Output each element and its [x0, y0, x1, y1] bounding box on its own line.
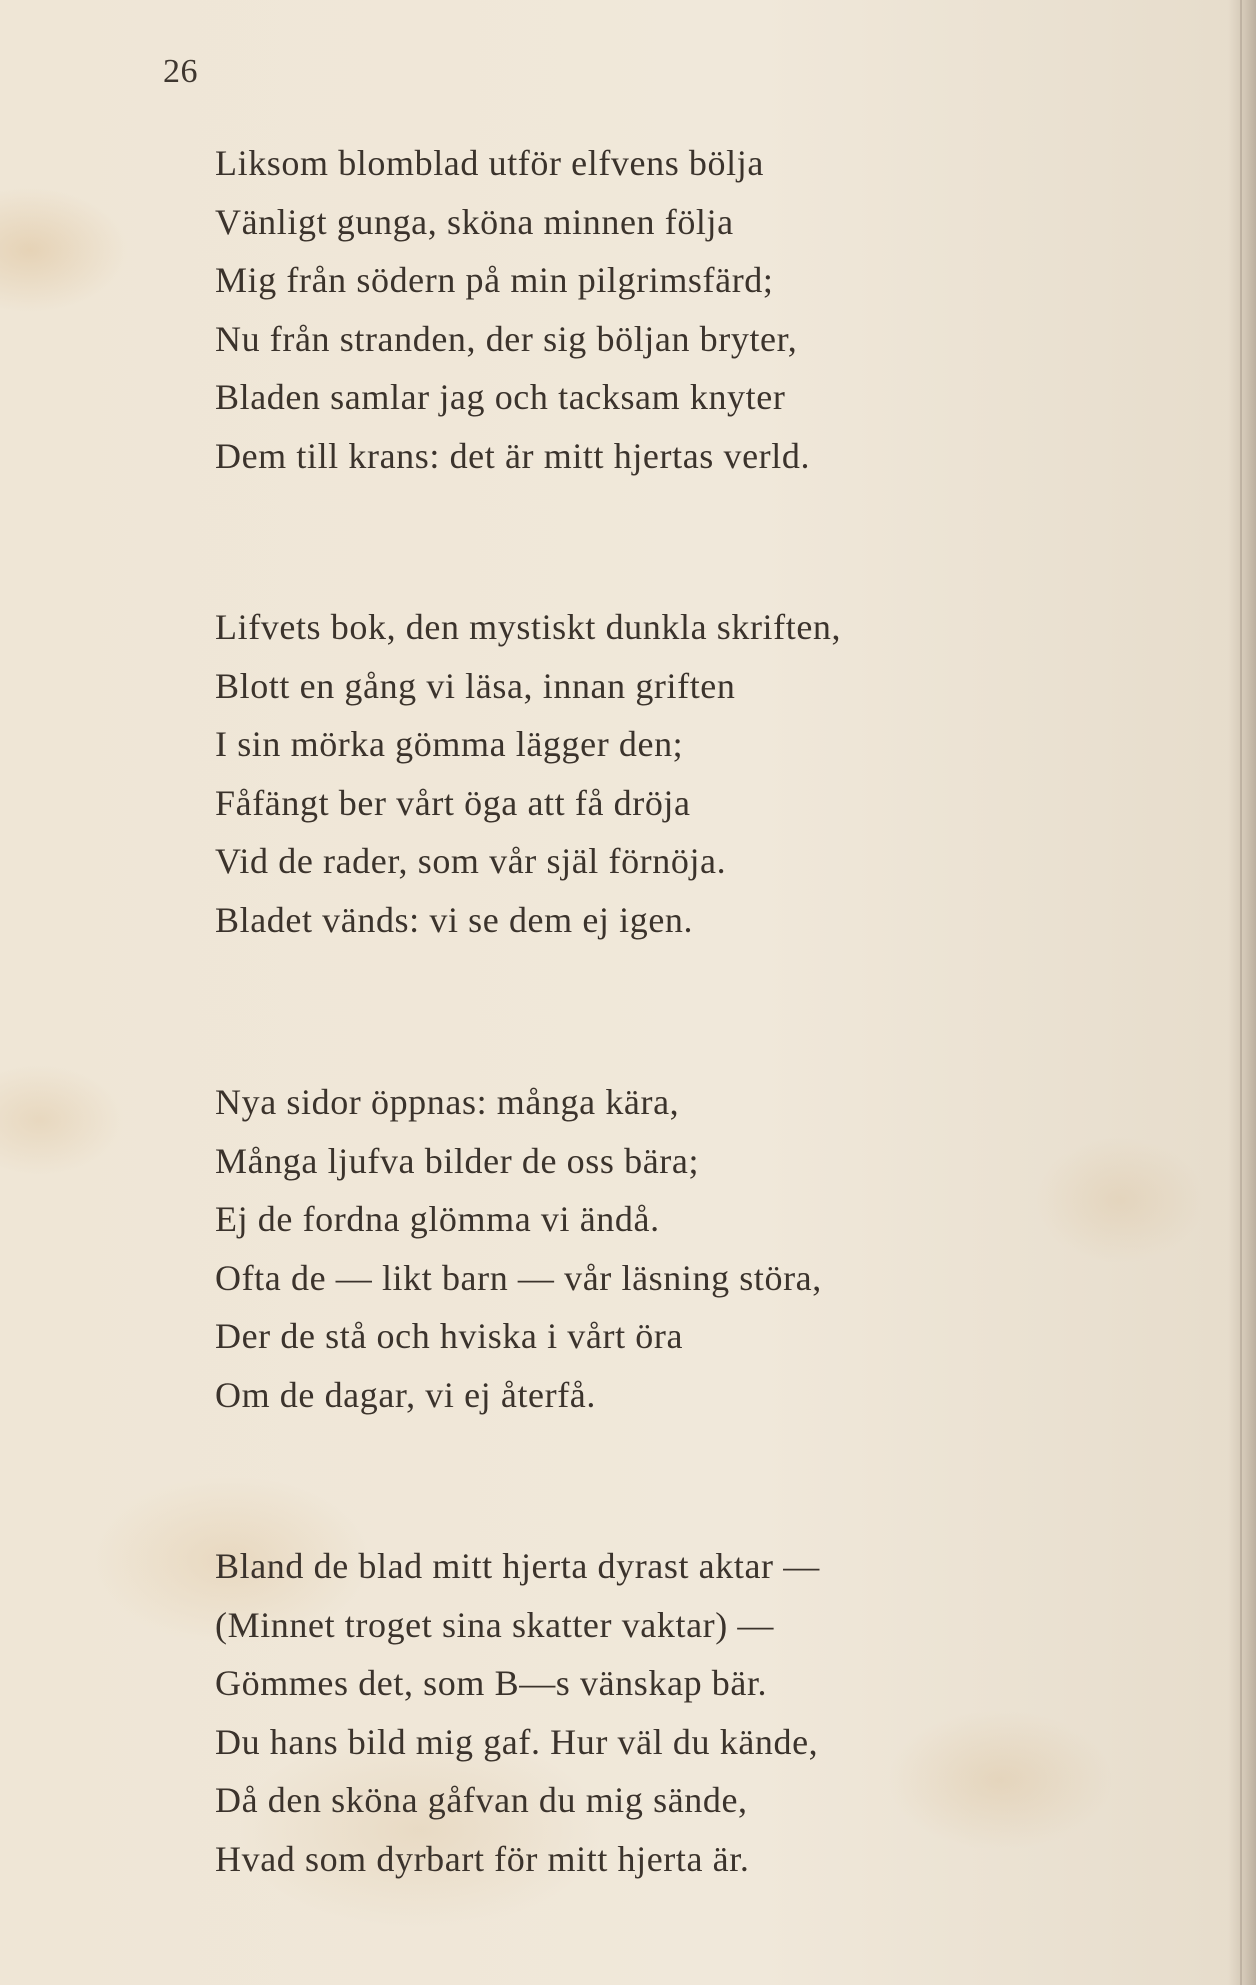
verse-line: Lifvets bok, den mystiskt dunkla skriften,	[215, 607, 842, 647]
verse-line: Om de dagar, vi ej återfå.	[215, 1374, 596, 1415]
verse-line: Fåfängt ber vårt öga att få dröja	[215, 782, 691, 823]
page-edge-shadow	[1228, 0, 1256, 1985]
stanza-2	[215, 598, 841, 950]
page-number: 26	[163, 53, 198, 90]
verse-line: Ej de fordna glömma vi ändå.	[215, 1199, 660, 1240]
verse-line: Vid de rader, som vår själ förnöja.	[215, 841, 727, 882]
stanza-1	[215, 134, 810, 486]
verse-line: Der de stå och hviska i vårt öra	[215, 1316, 684, 1357]
verse-line: Nu från stranden, der sig böljan bryter,	[215, 318, 798, 359]
verse-line: Då den sköna gåfvan du mig sände,	[215, 1780, 748, 1821]
verse-line: (Minnet troget sina skatter vaktar) —	[215, 1604, 775, 1645]
verse-line: Hvad som dyrbart för mitt hjerta är.	[215, 1838, 750, 1879]
verse-line: Du hans bild mig gaf. Hur väl du kände,	[215, 1721, 819, 1762]
verse-line: Många ljufva bilder de oss bära;	[215, 1140, 700, 1181]
stanza-3	[215, 1073, 822, 1425]
page-gutter-line	[1240, 0, 1242, 1985]
verse-line: Liksom blomblad utför elfvens bölja	[215, 143, 764, 183]
verse-line: Ofta de — likt barn — vår läsning störa,	[215, 1257, 822, 1298]
verse-line: Bladet vänds: vi se dem ej igen.	[215, 899, 694, 940]
verse-line: Mig från södern på min pilgrimsfärd;	[215, 260, 774, 301]
stanza-4	[215, 1537, 820, 1889]
verse-line: Gömmes det, som B—s vänskap bär.	[215, 1663, 768, 1704]
verse-line: Nya sidor öppnas: många kära,	[215, 1082, 680, 1122]
verse-line: Bland de blad mitt hjerta dyrast aktar —	[215, 1546, 820, 1586]
verse-line: Dem till krans: det är mitt hjertas verld.	[215, 435, 811, 476]
verse-line: Vänligt gunga, sköna minnen följa	[215, 201, 734, 242]
verse-line: Bladen samlar jag och tacksam knyter	[215, 377, 786, 418]
verse-line: Blott en gång vi läsa, innan griften	[215, 665, 736, 706]
verse-line: I sin mörka gömma lägger den;	[215, 724, 684, 765]
